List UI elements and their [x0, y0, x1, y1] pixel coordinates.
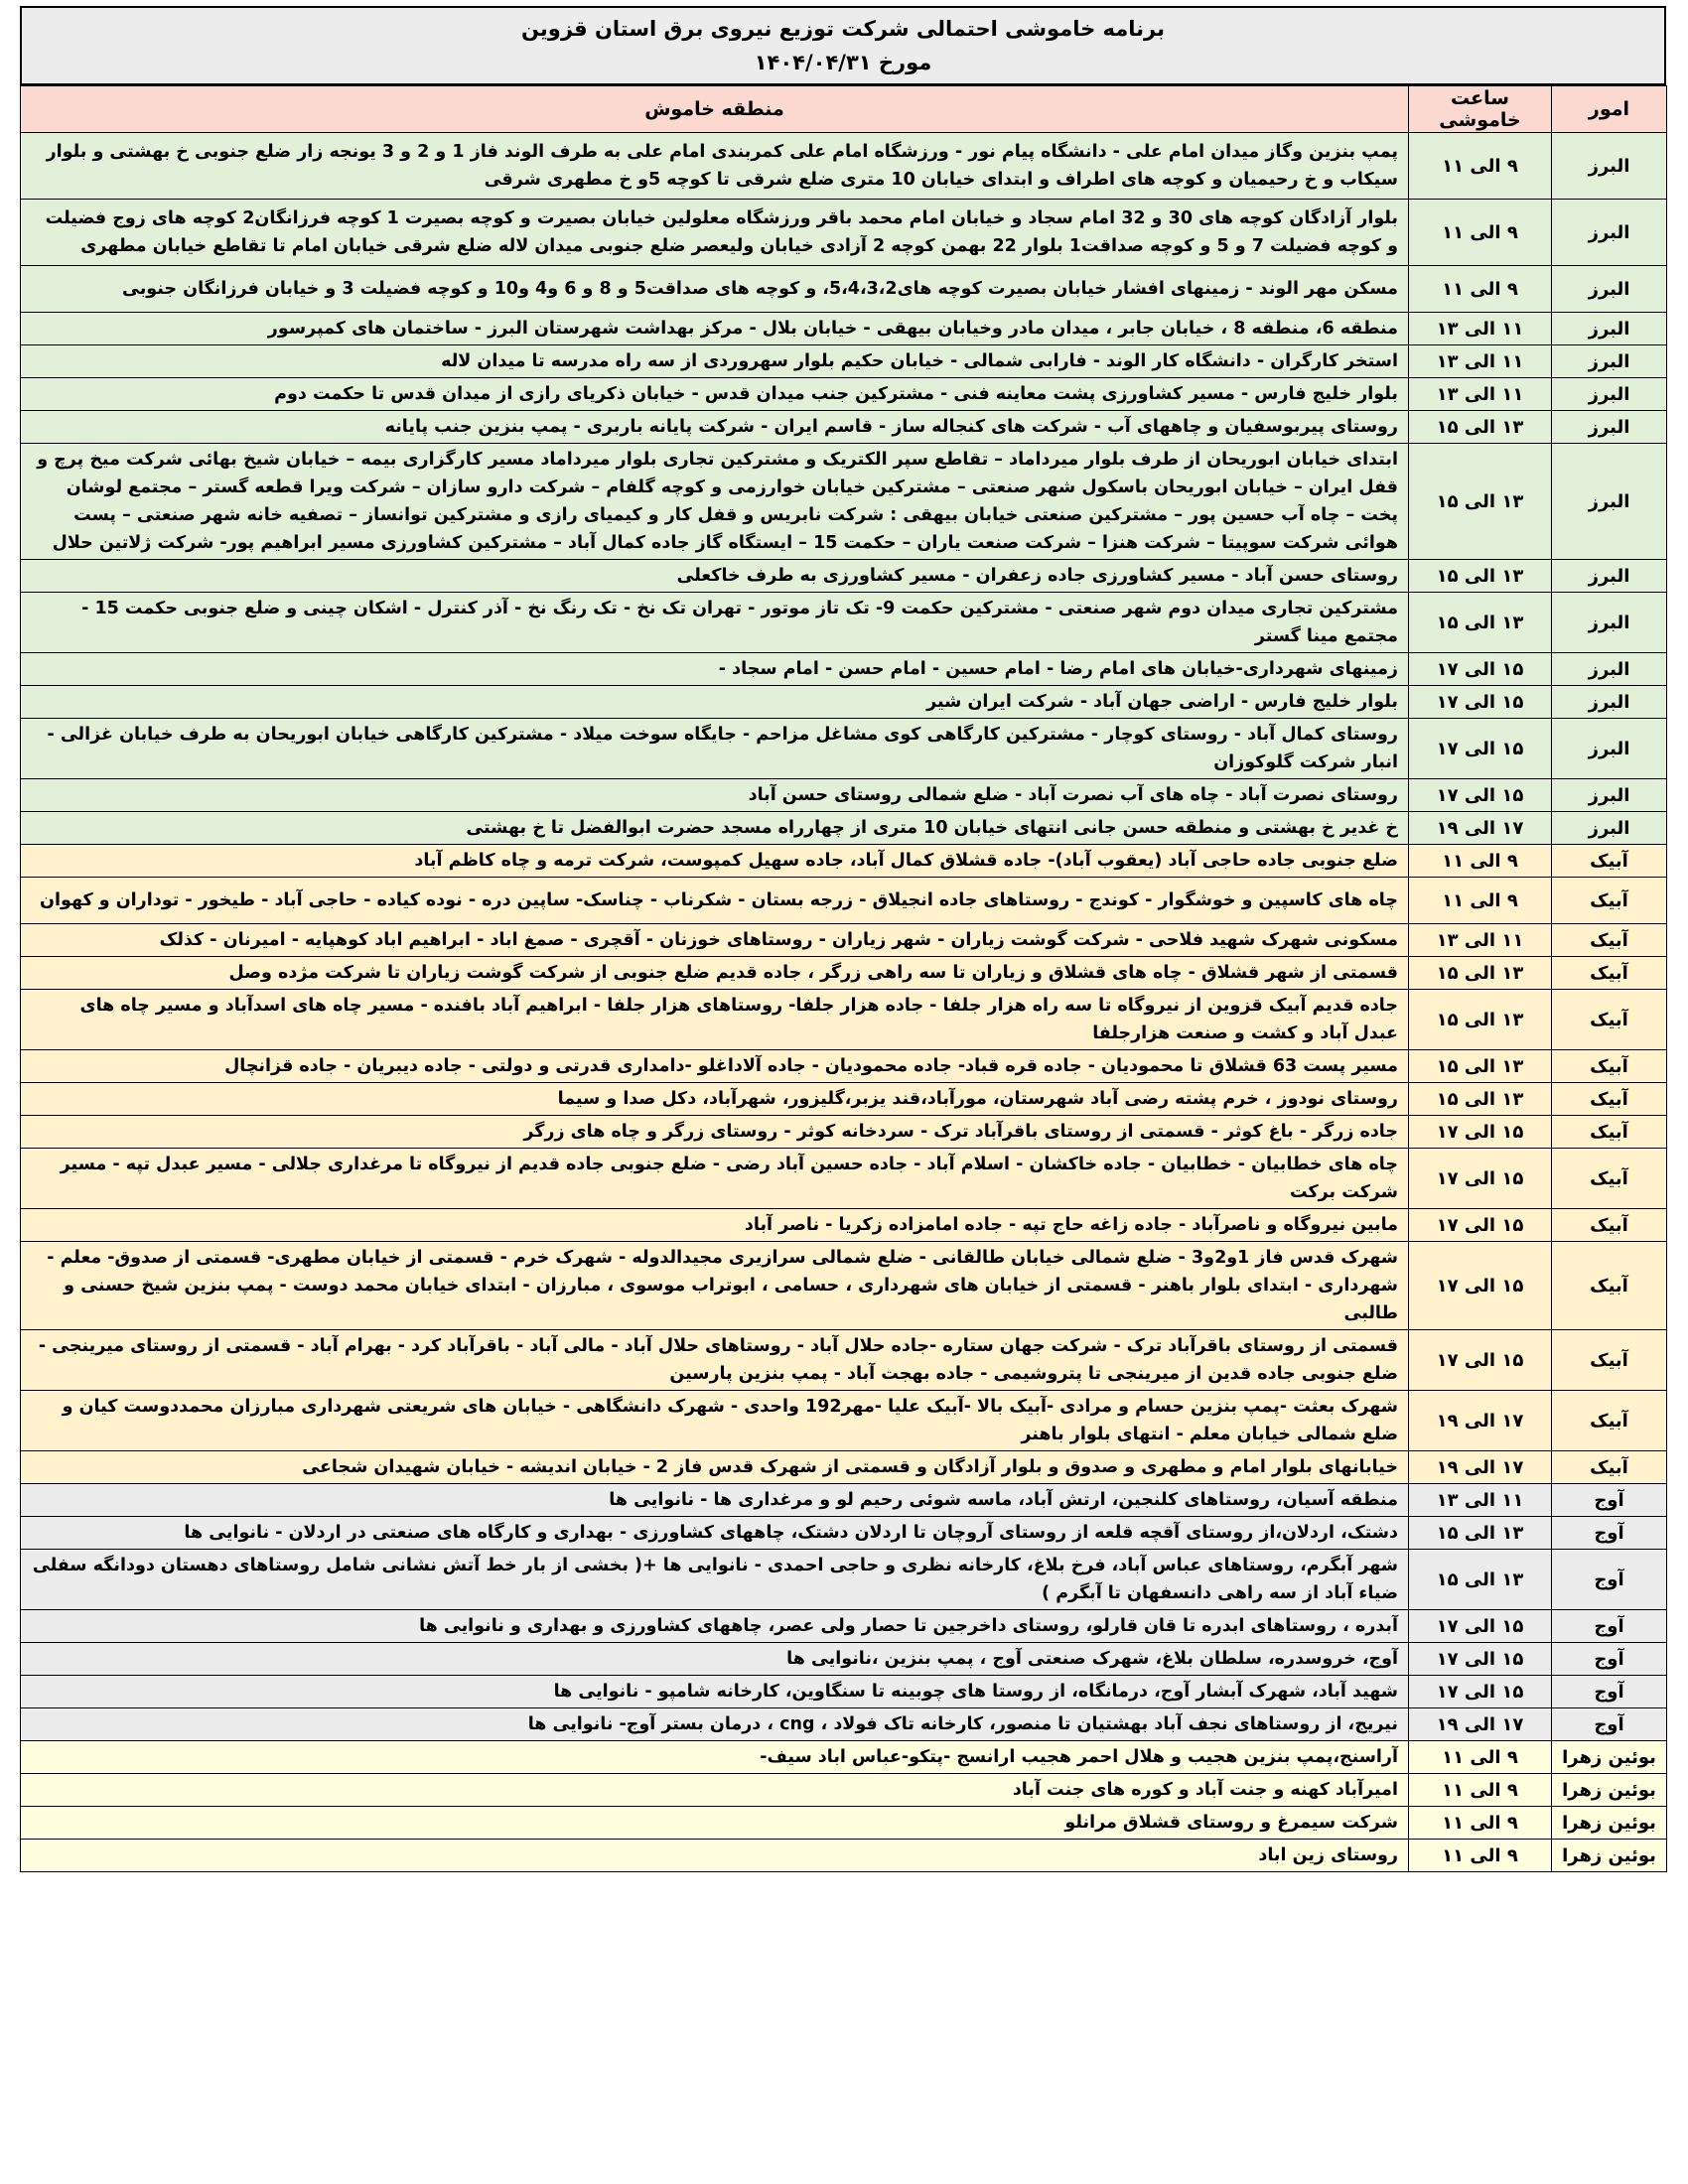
table-row: [21, 593, 1667, 653]
saat-cell: ۱۱ الی ۱۳: [1409, 313, 1552, 345]
saat-cell: ۱۵ الی ۱۷: [1409, 1116, 1552, 1149]
mantaqe-cell: شهید آباد، شهرک آبشار آوج، درمانگاه، از روستا های چوبینه تا سنگاوین، کارخانه شامپو - نانوایی ها: [21, 1676, 1409, 1708]
saat-cell: ۱۳ الی ۱۵: [1409, 593, 1552, 653]
column-header-mantaqe: منطقه خاموش: [21, 86, 1409, 133]
saat-cell: ۱۳ الی ۱۵: [1409, 444, 1552, 560]
omor-cell: آبیک: [1552, 1083, 1667, 1116]
table-row: [21, 1643, 1667, 1676]
omor-cell: آوج: [1552, 1550, 1667, 1610]
saat-cell: ۹ الی ۱۱: [1409, 878, 1552, 924]
omor-cell: البرز: [1552, 653, 1667, 686]
omor-cell: البرز: [1552, 686, 1667, 719]
schedule-header: [20, 6, 1666, 85]
omor-cell: آبیک: [1552, 1330, 1667, 1391]
mantaqe-cell: نیریج، از روستاهای نجف آباد بهشتیان تا منصور، کارخانه تاک فولاد ، cng ، درمان بستر آوج- نانوایی ها: [21, 1708, 1409, 1741]
table-row: [21, 957, 1667, 990]
saat-cell: ۹ الی ۱۱: [1409, 133, 1552, 200]
omor-cell: آبیک: [1552, 1451, 1667, 1484]
mantaqe-cell: زمینهای شهرداری-خیابان های امام رضا - امام حسین - امام حسن - امام سجاد -: [21, 653, 1409, 686]
omor-cell: آبیک: [1552, 924, 1667, 957]
table-row: [21, 1774, 1667, 1807]
mantaqe-cell: شهر آبگرم، روستاهای عباس آباد، فرخ بلاغ، کارخانه نظری و حاجی احمدی - نانوایی ها +( بخشی از بار خط آتش نشانی شامل روستاهای دهستان دودانگه سفلی ضیاء آباد از سه راهی دانسفهان تا آبگرم ): [21, 1550, 1409, 1610]
schedule-date: مورخ ۱۴۰۴/۰۴/۳۱: [754, 51, 932, 74]
mantaqe-cell: جاده قدیم آبیک قزوین از نیروگاه تا سه راه هزار جلفا - جاده هزار جلفا- روستاهای هزار جلفا - ابراهیم آباد بافنده - مسیر چاه های اسدآباد و مسیر چاه های عبدل آباد و کشت و صنعت هزارجلفا: [21, 990, 1409, 1050]
saat-cell: ۱۳ الی ۱۵: [1409, 1050, 1552, 1083]
table-row: [21, 1484, 1667, 1517]
omor-cell: آبیک: [1552, 990, 1667, 1050]
omor-cell: آوج: [1552, 1676, 1667, 1708]
table-row: [21, 1676, 1667, 1708]
saat-cell: ۹ الی ۱۱: [1409, 200, 1552, 266]
saat-cell: ۱۵ الی ۱۷: [1409, 1330, 1552, 1391]
table-row: [21, 924, 1667, 957]
outage-table: [20, 85, 1667, 1872]
saat-cell: ۹ الی ۱۱: [1409, 845, 1552, 878]
mantaqe-cell: چاه های خطابیان - خطابیان - جاده خاکشان - اسلام آباد - جاده حسین آباد رضی - ضلع جنوبی جاده قدیم از نیروگاه تا مرغداری جلالی - مسیر عبدل تپه - مسیر شرکت برکت: [21, 1149, 1409, 1209]
mantaqe-cell: امیرآباد کهنه و جنت آباد و کوره های جنت آباد: [21, 1774, 1409, 1807]
omor-cell: آبیک: [1552, 957, 1667, 990]
mantaqe-cell: مسکن مهر الوند - زمینهای افشار خیابان بصیرت کوچه های5،4،3،2، و کوچه های صداقت5 و 8 و 6 و4 و10 و کوچه فضیلت 3 و خیابان فرزانگان جنوبی: [21, 266, 1409, 313]
omor-cell: آوج: [1552, 1643, 1667, 1676]
mantaqe-cell: دشتک، اردلان،از روستای آقچه قلعه از روستای آروچان تا اردلان دشتک، چاههای کشاورزی - بهداری و کارگاه های صنعتی در اردلان - نانوایی ها: [21, 1517, 1409, 1550]
table-row: [21, 1391, 1667, 1451]
table-row: [21, 812, 1667, 845]
omor-cell: البرز: [1552, 411, 1667, 444]
table-row: [21, 313, 1667, 345]
saat-cell: ۱۵ الی ۱۷: [1409, 653, 1552, 686]
table-row: [21, 1116, 1667, 1149]
schedule-title: برنامه خاموشی احتمالی شرکت توزیع نیروی برق استان قزوین: [521, 17, 1165, 41]
saat-cell: ۹ الی ۱۱: [1409, 266, 1552, 313]
mantaqe-cell: چاه های کاسپین و خوشگوار - کوندج - روستاهای جاده انجیلاق - زرجه بستان - شکرناب - چناسک- ساپین دره - نوده کیاده - حاجی آباد - طیخور - توداران و کهوان: [21, 878, 1409, 924]
omor-cell: آبیک: [1552, 1391, 1667, 1451]
mantaqe-cell: روستای پیربوسفیان و چاههای آب - شرکت های کنجاله ساز - قاسم ایران - شرکت پایانه باربری - پمپ بنزین جنب پایانه: [21, 411, 1409, 444]
saat-cell: ۹ الی ۱۱: [1409, 1774, 1552, 1807]
table-row: [21, 1242, 1667, 1330]
mantaqe-cell: آبدره ، روستاهای ابدره تا قان قارلو، روستای داخرجین تا حصار ولی عصر، چاههای کشاورزی و بهداری و نانوایی ها: [21, 1610, 1409, 1643]
mantaqe-cell: استخر کارگران - دانشگاه کار الوند - فارابی شمالی - خیابان حکیم بلوار سهروردی از سه راه مدرسه تا میدان لاله: [21, 345, 1409, 378]
mantaqe-cell: خیابانهای بلوار امام و مطهری و صدوق و بلوار آزادگان و قسمتی از شهرک قدس فاز 2 - خیابان اندیشه - خیابان شهیدان شجاعی: [21, 1451, 1409, 1484]
mantaqe-cell: بلوار آزادگان کوچه های 30 و 32 امام سجاد و خیابان امام محمد باقر ورزشگاه معلولین خیابان بصیرت و کوچه بصیرت 1 کوچه فرزانگان2 کوچه های زوج فضیلت و کوچه فضیلت 7 و 5 و کوچه صداقت1 بلوار 22 بهمن کوچه 2 آزادی خیابان ولیعصر ضلع جنوبی میدان لاله ضلع شرقی خیابان امام تا تقاطع خیابان مطهری: [21, 200, 1409, 266]
omor-cell: البرز: [1552, 593, 1667, 653]
omor-cell: البرز: [1552, 812, 1667, 845]
table-row: [21, 560, 1667, 593]
saat-cell: ۱۳ الی ۱۵: [1409, 1550, 1552, 1610]
mantaqe-cell: روستای زین اباد: [21, 1840, 1409, 1872]
omor-cell: البرز: [1552, 719, 1667, 779]
omor-cell: البرز: [1552, 133, 1667, 200]
table-row: [21, 1083, 1667, 1116]
table-row: [21, 1209, 1667, 1242]
saat-cell: ۱۵ الی ۱۷: [1409, 1643, 1552, 1676]
omor-cell: البرز: [1552, 444, 1667, 560]
omor-cell: بوئین زهرا: [1552, 1741, 1667, 1774]
saat-cell: ۱۷ الی ۱۹: [1409, 812, 1552, 845]
table-row: [21, 411, 1667, 444]
mantaqe-cell: روستای نودوز ، خرم پشته رضی آباد شهرستان، مورآباد،قند یزبر،گلیزور، شهرآباد، دکل صدا و سیما: [21, 1083, 1409, 1116]
mantaqe-cell: قسمتی از روستای باقرآباد ترک - شرکت جهان ستاره -جاده حلال آباد - روستاهای حلال آباد - مالی آباد - باقرآباد کرد - بهرام آباد - قسمتی از روستای میرینجی - ضلع جنوبی جاده قدین از میرینجی تا پتروشیمی - جاده بهجت آباد - پمپ بنزین پارسین: [21, 1330, 1409, 1391]
mantaqe-cell: منطقه 6، منطقه 8 ، خیابان جابر ، میدان مادر وخیابان بیهقی - خیابان بلال - مرکز بهداشت شهرستان البرز - ساختمان های کمپرسور: [21, 313, 1409, 345]
table-row: [21, 1840, 1667, 1872]
mantaqe-cell: روستای حسن آباد - مسیر کشاورزی جاده زعفران - مسیر کشاورزی به طرف خاکعلی: [21, 560, 1409, 593]
mantaqe-cell: قسمتی از شهر قشلاق - چاه های قشلاق و زیاران تا سه راهی زرگر ، جاده قدیم ضلع جنوبی از شرکت گوشت زیاران تا شرکت مژده وصل: [21, 957, 1409, 990]
mantaqe-cell: ابتدای خیابان ابوریحان از طرف بلوار میرداماد – تقاطع سپر الکتریک و مشترکین تجاری بلوار میرداماد مسیر کارگزاری بیمه – خیابان شیخ بهائی شرکت میخ پرچ و قفل ایران – خیابان ابوریحان باسکول شهر صنعتی – مشترکین خیابان خوارزمی و کوچه گلفام – شرکت دارو سازان – شرکت ویرا قطعه گستر – مجتمع لوشان پخت – چاه آب حسین پور – مشترکین صنعتی خیابان بیهقی : شرکت نابریس و قفل کار و کیمیای رازی و مشترکین توانساز – تصفیه خانه شهر صنعتی – پست هوائی شرکت سوپیتا – شرکت هنزا – شرکت صنعت یاران – حکمت 15 – ایستگاه گاز جاده کمال آباد – مشترکین کشاورزی مسیر ابراهیم پور- شرکت ژلاتین حلال: [21, 444, 1409, 560]
mantaqe-cell: شهرک قدس فاز 1و2و3 - ضلع شمالی خیابان طالقانی - ضلع شمالی سرازیری مجیدالدوله - شهرک خرم - قسمتی از خیابان مطهری- قسمتی از صدوق- معلم - شهرداری - ابتدای بلوار باهنر - قسمتی از خیابان های شهرداری ، حسامی ، ابوتراب موسوی ، مبارزان - ابتدای خیابان محمد دوست - پمپ بنزین شیخ حسنی و طالبی: [21, 1242, 1409, 1330]
omor-cell: آوج: [1552, 1708, 1667, 1741]
mantaqe-cell: آراسنج،پمپ بنزین هجیب و هلال احمر هجیب ارانسج -پتکو-عباس اباد سیف-: [21, 1741, 1409, 1774]
table-row: [21, 1451, 1667, 1484]
omor-cell: البرز: [1552, 560, 1667, 593]
omor-cell: البرز: [1552, 266, 1667, 313]
table-row: [21, 133, 1667, 200]
omor-cell: بوئین زهرا: [1552, 1774, 1667, 1807]
mantaqe-cell: بلوار خلیج فارس - مسیر کشاورزی پشت معاینه فنی - مشترکین جنب میدان قدس - خیابان ذکریای رازی از میدان قدس تا حکمت دوم: [21, 378, 1409, 411]
saat-cell: ۱۱ الی ۱۳: [1409, 1484, 1552, 1517]
mantaqe-cell: شرکت سیمرغ و روستای قشلاق مرانلو: [21, 1807, 1409, 1840]
table-row: [21, 719, 1667, 779]
mantaqe-cell: بلوار خلیج فارس - اراضی جهان آباد - شرکت ایران شیر: [21, 686, 1409, 719]
table-row: [21, 990, 1667, 1050]
omor-cell: البرز: [1552, 313, 1667, 345]
omor-cell: البرز: [1552, 345, 1667, 378]
table-row: [21, 378, 1667, 411]
saat-cell: ۱۵ الی ۱۷: [1409, 1242, 1552, 1330]
saat-cell: ۱۷ الی ۱۹: [1409, 1391, 1552, 1451]
omor-cell: آبیک: [1552, 1050, 1667, 1083]
saat-cell: ۱۳ الی ۱۵: [1409, 560, 1552, 593]
mantaqe-cell: روستای نصرت آباد - چاه های آب نصرت آباد - ضلع شمالی روستای حسن آباد: [21, 779, 1409, 812]
saat-cell: ۹ الی ۱۱: [1409, 1840, 1552, 1872]
saat-cell: ۱۱ الی ۱۳: [1409, 345, 1552, 378]
mantaqe-cell: شهرک بعثت -پمپ بنزین حسام و مرادی -آبیک بالا -آبیک علیا -مهر192 واحدی - شهرک دانشگاهی - خیابان های شریعتی شهرداری مبارزان محمددوست کیان و ضلع شمالی خیابان معلم - انتهای بلوار باهنر: [21, 1391, 1409, 1451]
omor-cell: آبیک: [1552, 878, 1667, 924]
omor-cell: بوئین زهرا: [1552, 1840, 1667, 1872]
saat-cell: ۱۵ الی ۱۷: [1409, 686, 1552, 719]
saat-cell: ۱۳ الی ۱۵: [1409, 1517, 1552, 1550]
column-header-omor: امور: [1552, 86, 1667, 133]
omor-cell: البرز: [1552, 378, 1667, 411]
saat-cell: ۱۳ الی ۱۵: [1409, 1083, 1552, 1116]
mantaqe-cell: پمپ بنزین وگاز میدان امام علی - دانشگاه پیام نور - ورزشگاه امام علی کمربندی امام علی به طرف الوند فاز 1 و 2 و 3 یونجه زار ضلع جنوبی خ بهشتی و بلوار سیکاب و خ رحیمیان و کوچه های اطراف و ابتدای خیابان 10 متری ضلع شرقی تا کوچه 5و خ مطهری شرقی: [21, 133, 1409, 200]
saat-cell: ۱۷ الی ۱۹: [1409, 1708, 1552, 1741]
mantaqe-cell: جاده زرگر - باغ کوثر - قسمتی از روستای باقرآباد ترک - سردخانه کوثر - روستای زرگر و چاه های زرگر: [21, 1116, 1409, 1149]
table-body: [21, 133, 1667, 1872]
saat-cell: ۱۵ الی ۱۷: [1409, 1209, 1552, 1242]
outage-schedule-sheet: [20, 6, 1666, 1872]
saat-cell: ۱۱ الی ۱۳: [1409, 378, 1552, 411]
saat-cell: ۱۵ الی ۱۷: [1409, 779, 1552, 812]
omor-cell: بوئین زهرا: [1552, 1807, 1667, 1840]
saat-cell: ۱۵ الی ۱۷: [1409, 1149, 1552, 1209]
saat-cell: ۱۵ الی ۱۷: [1409, 1610, 1552, 1643]
table-row: [21, 878, 1667, 924]
omor-cell: آبیک: [1552, 1149, 1667, 1209]
mantaqe-cell: روستای کمال آباد - روستای کوچار - مشترکین کارگاهی کوی مشاغل مزاحم - جایگاه سوخت میلاد - مشترکین کارگاهی خیابان ابوریحان به طرف خیابان غزالی - انبار شرکت گلوکوزان: [21, 719, 1409, 779]
saat-cell: ۱۳ الی ۱۵: [1409, 957, 1552, 990]
table-row: [21, 1708, 1667, 1741]
omor-cell: آبیک: [1552, 845, 1667, 878]
omor-cell: آوج: [1552, 1484, 1667, 1517]
omor-cell: آبیک: [1552, 1116, 1667, 1149]
omor-cell: البرز: [1552, 200, 1667, 266]
table-header-row: [21, 86, 1667, 133]
saat-cell: ۹ الی ۱۱: [1409, 1807, 1552, 1840]
saat-cell: ۱۳ الی ۱۵: [1409, 990, 1552, 1050]
table-row: [21, 779, 1667, 812]
saat-cell: ۱۳ الی ۱۵: [1409, 411, 1552, 444]
table-row: [21, 345, 1667, 378]
omor-cell: آبیک: [1552, 1209, 1667, 1242]
mantaqe-cell: مشترکین تجاری میدان دوم شهر صنعتی - مشترکین حکمت 9- تک تاز موتور - تهران تک نخ - تک رنگ نخ - آذر کنترل - اشکان چینی و ضلع جنوبی حکمت 15 - مجتمع مینا گستر: [21, 593, 1409, 653]
table-row: [21, 1550, 1667, 1610]
saat-cell: ۱۵ الی ۱۷: [1409, 719, 1552, 779]
table-row: [21, 444, 1667, 560]
mantaqe-cell: مسیر پست 63 قشلاق تا محمودیان - جاده قره قباد- جاده محمودیان - جاده آلاداغلو -دامداری قدرتی و دولتی - جاده دیبریان - جاده قزانچال: [21, 1050, 1409, 1083]
saat-cell: ۱۷ الی ۱۹: [1409, 1451, 1552, 1484]
omor-cell: آوج: [1552, 1517, 1667, 1550]
table-row: [21, 1517, 1667, 1550]
saat-cell: ۱۱ الی ۱۳: [1409, 924, 1552, 957]
saat-cell: ۱۵ الی ۱۷: [1409, 1676, 1552, 1708]
table-row: [21, 845, 1667, 878]
mantaqe-cell: آوج، خروسدره، سلطان بلاغ، شهرک صنعتی آوج ، پمپ بنزین ،نانوایی ها: [21, 1643, 1409, 1676]
saat-cell: ۹ الی ۱۱: [1409, 1741, 1552, 1774]
mantaqe-cell: خ غدیر خ بهشتی و منطقه حسن جانی انتهای خیابان 10 متری از چهارراه مسجد حضرت ابوالفضل تا خ بهشتی: [21, 812, 1409, 845]
omor-cell: آوج: [1552, 1610, 1667, 1643]
table-row: [21, 1741, 1667, 1774]
table-row: [21, 200, 1667, 266]
table-row: [21, 653, 1667, 686]
mantaqe-cell: منطقه آسیان، روستاهای کلنجین، ارتش آباد، ماسه شوئی رحیم لو و مرغداری ها - نانوایی ها: [21, 1484, 1409, 1517]
mantaqe-cell: مابین نیروگاه و ناصرآباد - جاده زاغه حاج تپه - جاده امامزاده زکریا - ناصر آباد: [21, 1209, 1409, 1242]
table-row: [21, 1807, 1667, 1840]
mantaqe-cell: ضلع جنوبی جاده حاجی آباد (یعقوب آباد)- جاده قشلاق کمال آباد، جاده سهیل کمپوست، شرکت ترمه و چاه کاظم آباد: [21, 845, 1409, 878]
omor-cell: آبیک: [1552, 1242, 1667, 1330]
table-row: [21, 1050, 1667, 1083]
table-row: [21, 266, 1667, 313]
column-header-saat: ساعت خاموشی: [1409, 86, 1552, 133]
table-row: [21, 1149, 1667, 1209]
mantaqe-cell: مسکونی شهرک شهید فلاحی - شرکت گوشت زیاران - شهر زیاران - روستاهای خوزنان - آقچری - صمغ اباد - ابراهیم اباد کوهپایه - امیرنان - کذلک: [21, 924, 1409, 957]
table-row: [21, 1330, 1667, 1391]
omor-cell: البرز: [1552, 779, 1667, 812]
table-row: [21, 686, 1667, 719]
table-row: [21, 1610, 1667, 1643]
